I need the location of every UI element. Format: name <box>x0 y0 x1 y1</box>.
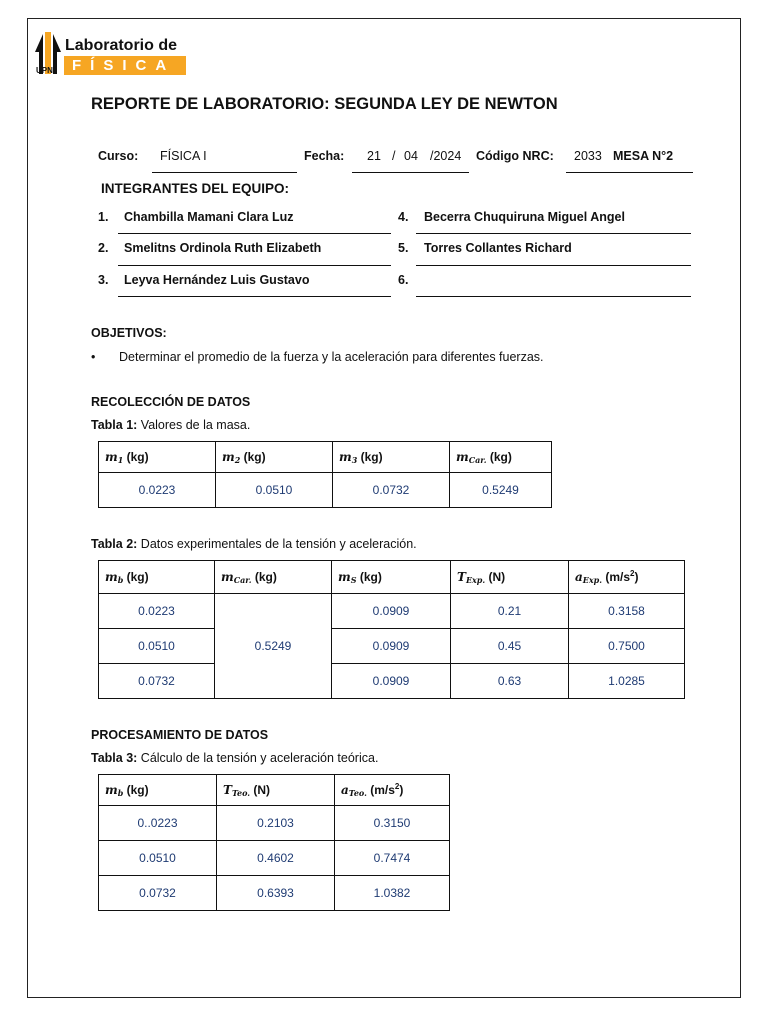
table-cell: 0.0510 <box>216 473 333 508</box>
table-header: $m_{Car.}$ (kg) <box>215 561 332 594</box>
table-header: $T_{Teo.}$ (N) <box>217 775 335 806</box>
team-heading: INTEGRANTES DEL EQUIPO: <box>101 181 290 196</box>
fecha-underline <box>352 172 469 173</box>
member-name: Torres Collantes Richard <box>424 241 572 255</box>
table-cell: 0.0223 <box>99 594 215 629</box>
procesamiento-heading: PROCESAMIENTO DE DATOS <box>91 728 269 742</box>
logo-band: FÍSICA <box>64 56 186 75</box>
mesa-label: MESA N°2 <box>613 149 674 163</box>
nrc-label: Código NRC: <box>476 149 554 163</box>
table-header: $m_b$ (kg) <box>99 561 215 594</box>
table-cell-merged: 0.5249 <box>215 594 332 699</box>
nrc-value: 2033 <box>574 149 602 163</box>
table-cell: 0.4602 <box>217 841 335 876</box>
curso-underline <box>152 172 297 173</box>
member-num: 1. <box>98 210 109 224</box>
member-name: Becerra Chuquiruna Miguel Angel <box>424 210 625 224</box>
fecha-month: 04 <box>404 149 418 163</box>
table-header: $m_1$ (kg) <box>99 442 216 473</box>
table-cell: 1.0285 <box>569 664 685 699</box>
member-num: 3. <box>98 273 109 287</box>
member-underline <box>118 296 391 297</box>
objetivo-item: Determinar el promedio de la fuerza y la aceleración para diferentes fuerzas. <box>119 350 544 364</box>
table-cell: 0.45 <box>451 629 569 664</box>
table-header: $a_{Exp.}$ $(m/s^2)$ <box>569 561 685 594</box>
member-name: Chambilla Mamani Clara Luz <box>124 210 294 224</box>
table-cell: 0..0223 <box>99 806 217 841</box>
table-header: $a_{Teo.}$ $(m/s^2)$ <box>335 775 450 806</box>
member-num: 6. <box>398 273 409 287</box>
tabla1-caption: Tabla 1: Valores de la masa. <box>91 418 251 432</box>
table-cell: 0.6393 <box>217 876 335 911</box>
logo-upn-text: UPN <box>36 66 53 75</box>
table-cell: 0.3158 <box>569 594 685 629</box>
member-num: 4. <box>398 210 409 224</box>
tabla2-caption: Tabla 2: Datos experimentales de la tensión y aceleración. <box>91 537 417 551</box>
fecha-sep: / <box>392 149 396 163</box>
curso-label: Curso: <box>98 149 139 163</box>
table-cell: 0.0732 <box>99 664 215 699</box>
table-cell: 0.3150 <box>335 806 450 841</box>
table-cell: 0.0223 <box>99 473 216 508</box>
tabla2 <box>98 560 685 699</box>
table-cell: 0.0909 <box>332 594 451 629</box>
table-cell: 0.2103 <box>217 806 335 841</box>
fecha-day: 21 <box>367 149 381 163</box>
table-header: $m_S$ (kg) <box>332 561 451 594</box>
nrc-underline <box>566 172 693 173</box>
member-num: 5. <box>398 241 409 255</box>
table-header: $T_{Exp.}$ (N) <box>451 561 569 594</box>
table-cell: 0.63 <box>451 664 569 699</box>
member-underline <box>416 296 691 297</box>
member-underline <box>416 233 691 234</box>
member-underline <box>118 265 391 266</box>
member-name: Leyva Hernández Luis Gustavo <box>124 273 310 287</box>
table-cell: 0.0510 <box>99 629 215 664</box>
member-underline <box>118 233 391 234</box>
table-cell: 0.5249 <box>450 473 552 508</box>
table-header: $m_2$ (kg) <box>216 442 333 473</box>
tabla3-caption: Tabla 3: Cálculo de la tensión y aceleración teórica. <box>91 751 379 765</box>
member-underline <box>416 265 691 266</box>
table-cell: 0.7474 <box>335 841 450 876</box>
table-cell: 0.0909 <box>332 629 451 664</box>
curso-value: FÍSICA I <box>160 149 207 163</box>
fecha-label: Fecha: <box>304 149 345 163</box>
tabla3 <box>98 774 450 911</box>
table-cell: 0.0909 <box>332 664 451 699</box>
table-header: $m_b$ (kg) <box>99 775 217 806</box>
table-cell: 0.0732 <box>333 473 450 508</box>
table-header: $m_{Car.}$ (kg) <box>450 442 552 473</box>
table-cell: 0.21 <box>451 594 569 629</box>
recoleccion-heading: RECOLECCIÓN DE DATOS <box>91 395 251 409</box>
bullet-icon: • <box>91 350 96 364</box>
logo-title: Laboratorio de <box>65 37 178 54</box>
table-header: $m_3$ (kg) <box>333 442 450 473</box>
table-cell: 0.0510 <box>99 841 217 876</box>
tabla1 <box>98 441 552 508</box>
table-cell: 0.7500 <box>569 629 685 664</box>
table-cell: 1.0382 <box>335 876 450 911</box>
member-num: 2. <box>98 241 109 255</box>
table-cell: 0.0732 <box>99 876 217 911</box>
objetivos-heading: OBJETIVOS: <box>91 326 167 340</box>
report-title: REPORTE DE LABORATORIO: SEGUNDA LEY DE NEWTON <box>91 95 558 113</box>
fecha-year: /2024 <box>430 149 462 163</box>
member-name: Smelitns Ordinola Ruth Elizabeth <box>124 241 322 255</box>
